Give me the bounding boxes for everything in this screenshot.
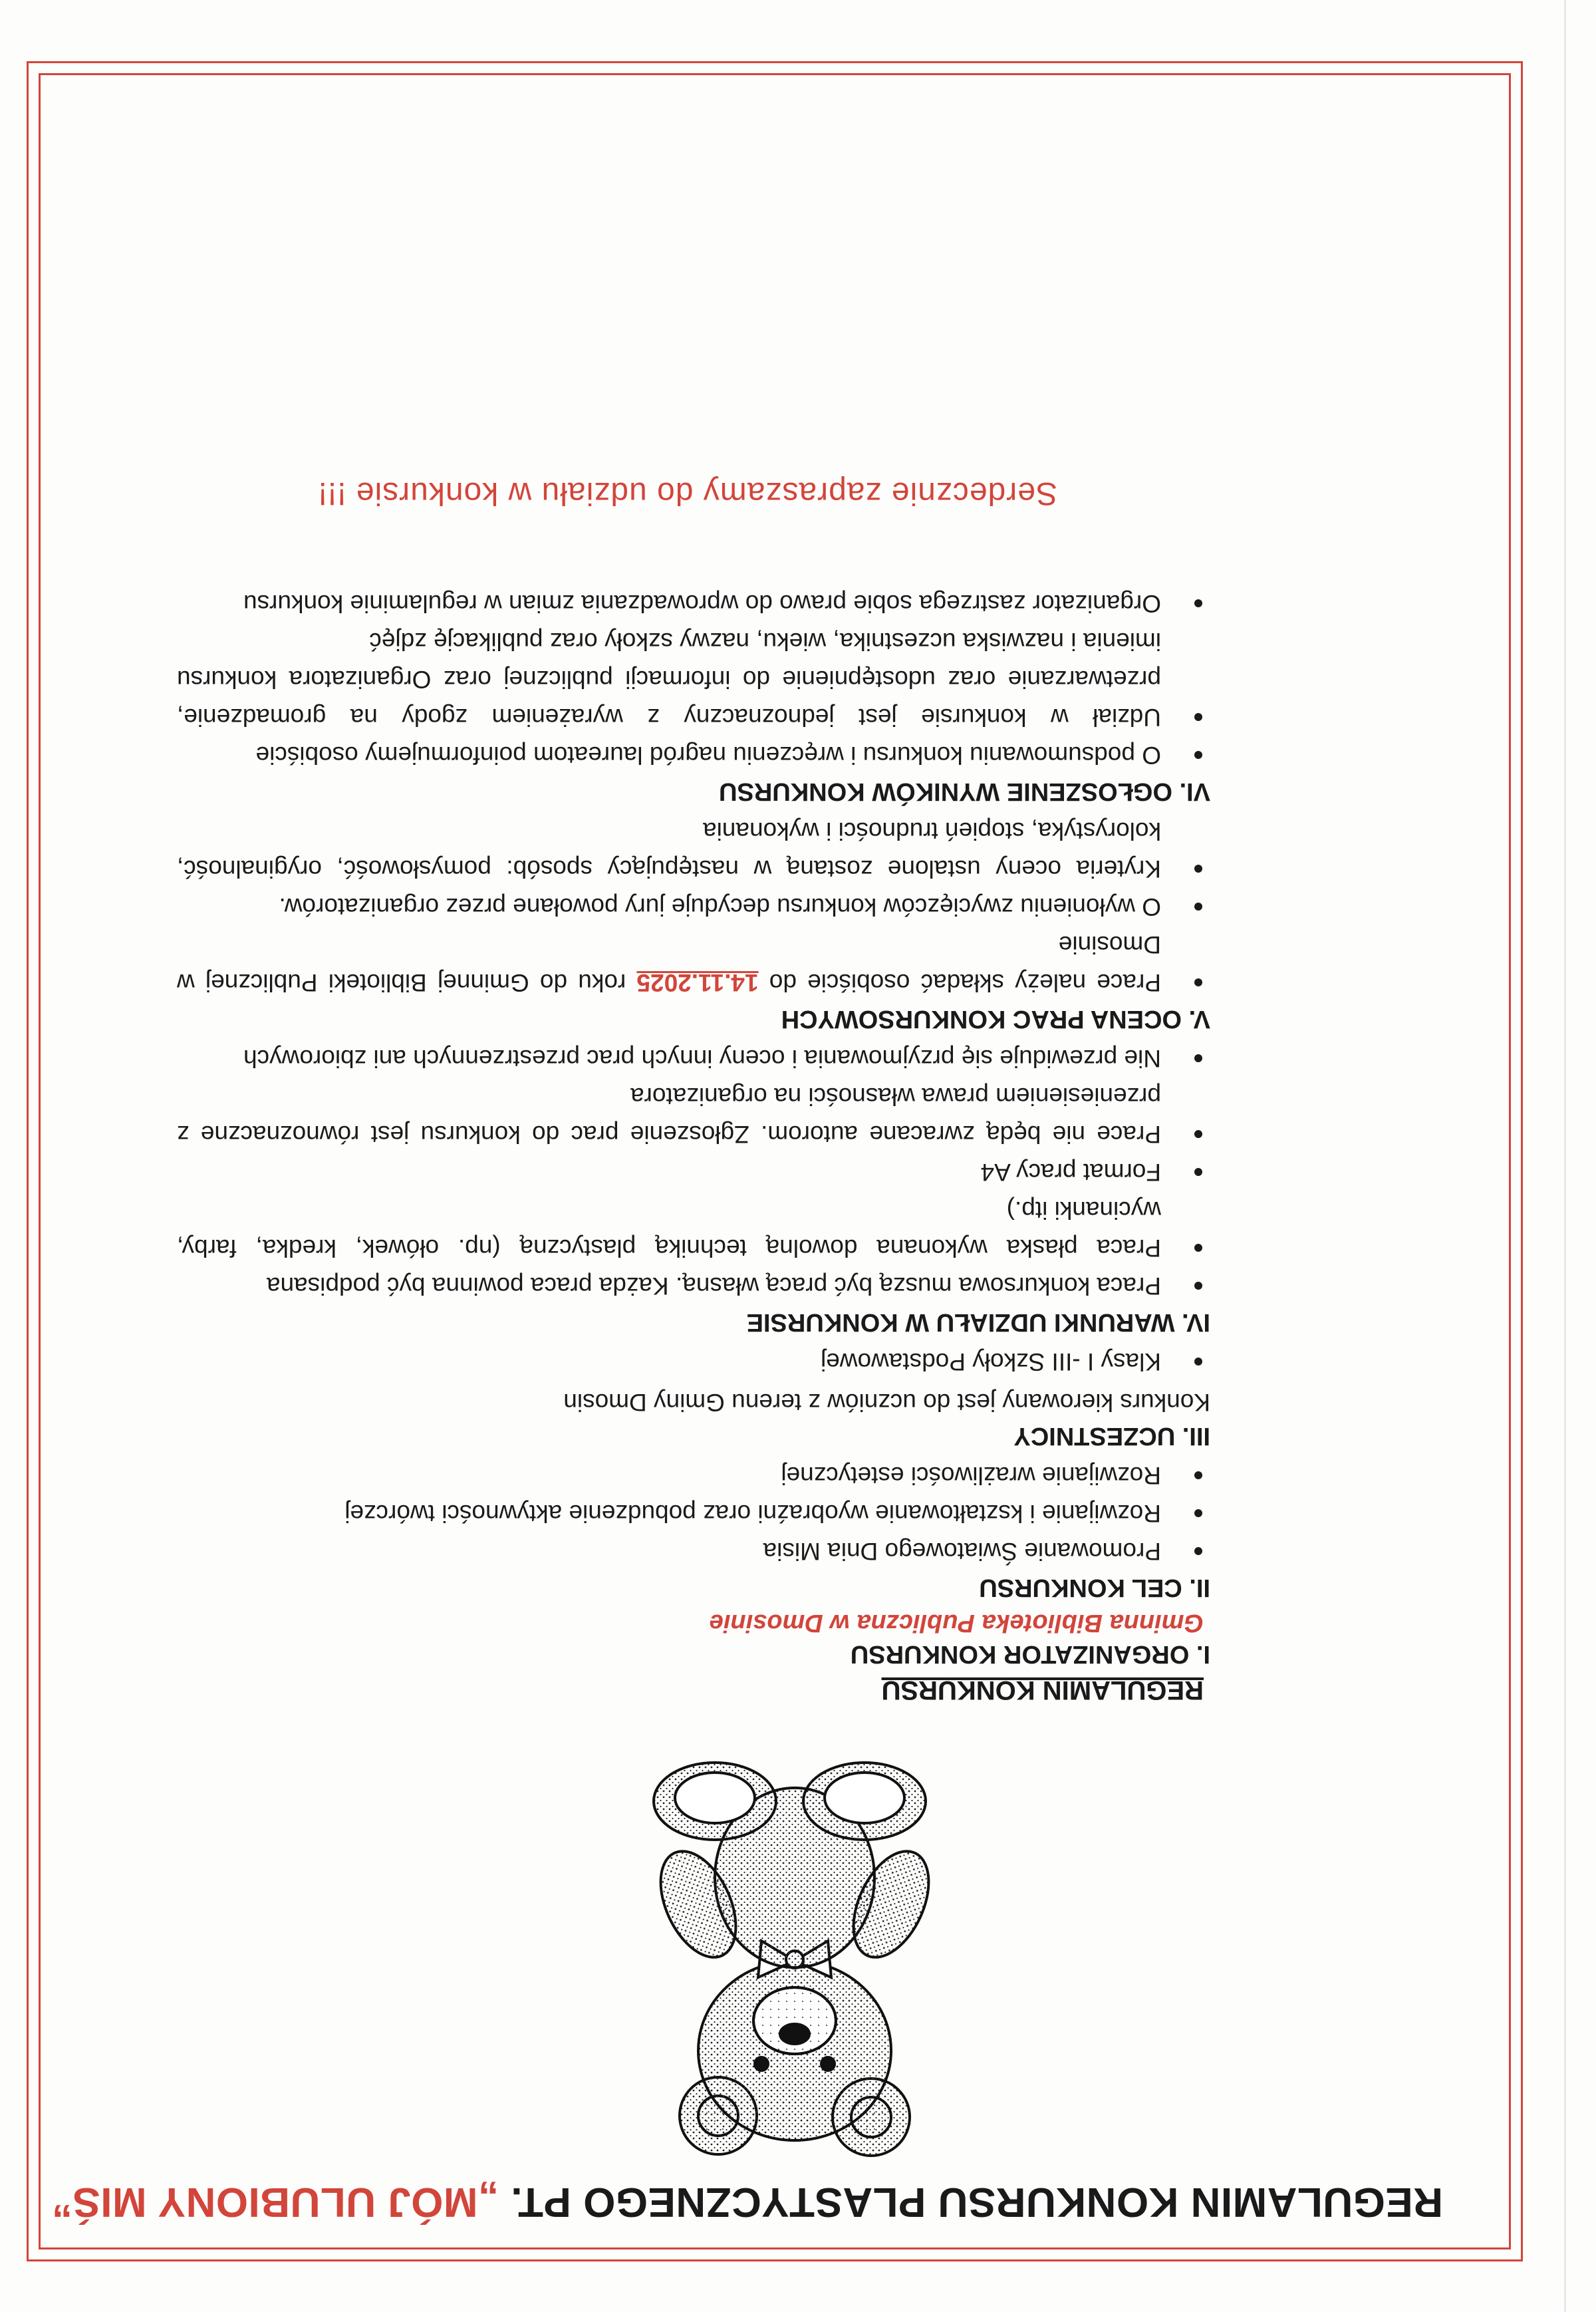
section-4-list	[146, 1040, 1210, 1305]
regulation-heading: REGULAMIN KONKURSU	[881, 1675, 1204, 1705]
deadline-before: Prace należy składać osobiście do	[758, 969, 1161, 996]
teddy-bear-illustration	[618, 1751, 964, 2164]
list-item: Nie przewiduje się przyjmowania i oceny innych prac przestrzennych ani zbiorowych	[177, 1040, 1210, 1078]
list-item: Prace nie będą zwracane autorom. Zgłoszenie prac do konkursu jest równoznaczne z przeniesieniem prawa własności na organizatora	[177, 1078, 1210, 1153]
section-3-title: III. UCZESTNICY	[1013, 1422, 1210, 1450]
list-item: O podsumowaniu konkursu i wręczeniu nagród laureatom poinformujemy osobiście	[177, 736, 1210, 774]
list-item: Praca konkursowa muszą być pracą własną. Każda praca powinna być podpisana	[177, 1267, 1210, 1305]
deadline-item	[177, 926, 1210, 1002]
section-6-title: VI. OGŁOSZENIE WYNIKÓW KONKURSU	[719, 778, 1210, 805]
title-quoted: „MÓJ ULUBIONY MIŚ”	[51, 2179, 499, 2225]
list-item: Klasy I -III Szkoły Podstawowej	[177, 1343, 1210, 1381]
list-item: O wyłonieniu zwycięzców konkursu decyduje jury powołane przez organizatorów.	[177, 888, 1210, 926]
list-item: Organizator zastrzega sobie prawo do wprowadzania zmian w regulaminie konkursu	[177, 585, 1210, 623]
document-title	[51, 2178, 1443, 2226]
section-5-title: V. OCENA PRAC KONKURSOWYCH	[781, 1005, 1210, 1033]
title-prefix: REGULAMIN KONKURSU PLASTYCZNEGO PT.	[510, 2179, 1443, 2225]
list-item: Kryteria oceny ustalone zostaną w następujący sposób: pomysłowość, oryginalność, kolorystyka, stopień trudności i wykonania	[177, 812, 1210, 888]
section-3-intro: Konkurs kierowany jest do uczniów z terenu Gminy Dmosin	[563, 1389, 1210, 1416]
list-item: Promowanie Światowego Dnia Misia	[177, 1532, 1210, 1570]
list-item: Format pracy A4	[177, 1153, 1210, 1191]
section-5-list	[146, 812, 1210, 1002]
section-6-list	[146, 585, 1210, 774]
section-2-title: II. CEL KONKURSU	[979, 1574, 1210, 1602]
section-4-title: IV. WARUNKI UDZIAŁU W KONKURSIE	[746, 1308, 1210, 1336]
section-3-list	[146, 1343, 1210, 1381]
deadline-after: roku do Gminnej Biblioteki Publicznej w Dmosinie	[176, 931, 1161, 996]
deadline-date: 14.11.2025	[636, 969, 759, 996]
list-item: Udział w konkursie jest jednoznaczny z wyrażeniem zgody na gromadzenie, przetwarzanie oraz udostępnienie do informacji publicznej oraz Organizatora konkursu imienia i nazwiska uczestnika, wieku, nazwy szkoły oraz publikację zdjęć	[177, 623, 1210, 736]
regulation-document	[51, 475, 1443, 2226]
section-2-list	[146, 1457, 1210, 1570]
list-item: Rozwijanie i kształtowanie wyobraźni oraz pobudzenie aktywności twórczej	[177, 1495, 1210, 1532]
organizer-name: Gminna Biblioteka Publiczna w Dmosinie	[709, 1609, 1204, 1637]
closing-invitation: Serdecznie zapraszamy do udziału w konkursie !!!	[317, 476, 1057, 511]
section-1-title: I. ORGANIZATOR KONKURSU	[850, 1640, 1210, 1668]
list-item: Praca płaska wykonana dowolną techniką plastyczną (np. ołówek, kredka, farby, wycinanki itp.)	[177, 1191, 1210, 1267]
list-item: Rozwijanie wrażliwości estetycznej	[177, 1457, 1210, 1495]
